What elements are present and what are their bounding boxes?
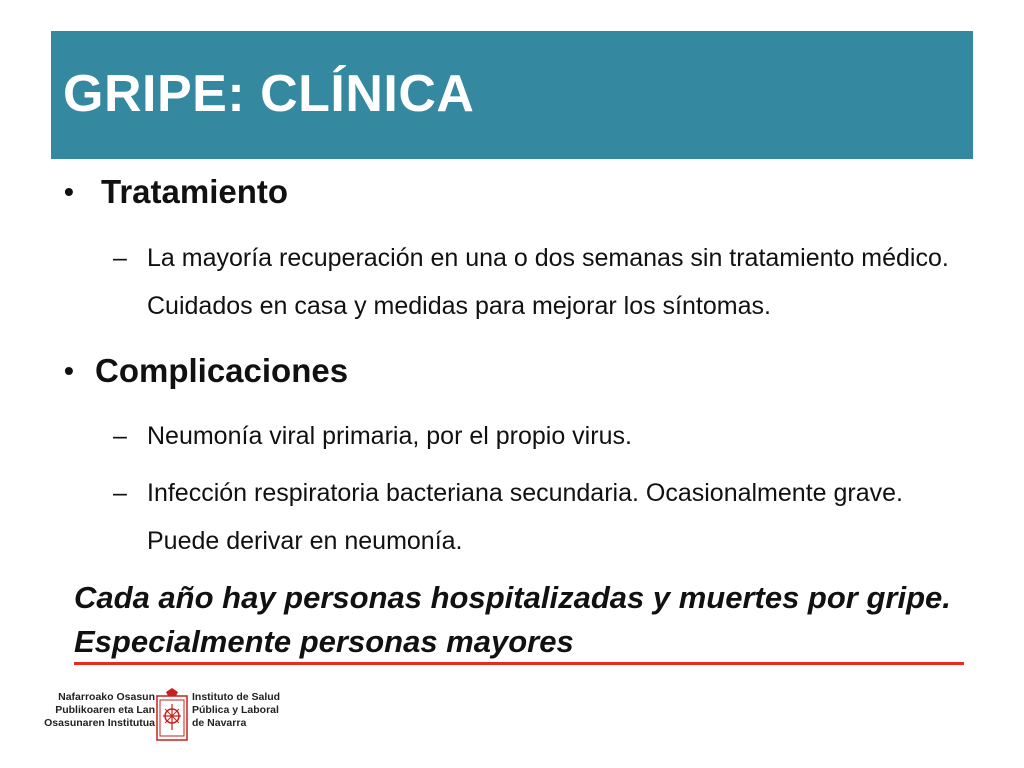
note-underline — [74, 662, 964, 665]
logo-line: de Navarra — [192, 717, 247, 729]
dash-marker: – — [113, 479, 127, 507]
logo-line: Pública y Laboral — [192, 704, 279, 716]
list-item-text: Neumonía viral primaria, por el propio virus. — [147, 422, 632, 450]
list-item — [113, 234, 973, 330]
highlight-note: Cada año hay personas hospitalizadas y muertes por gripe. Especialmente personas mayores — [74, 580, 951, 659]
section-heading-tratamiento: Tratamiento — [101, 173, 289, 210]
bullet-dot: • — [64, 176, 74, 207]
list-item — [113, 469, 973, 565]
navarra-emblem-icon — [156, 686, 188, 742]
logo-line: Nafarroako Osasun — [58, 691, 155, 703]
logo-line: Instituto de Salud — [192, 691, 281, 703]
institute-logo — [44, 686, 281, 742]
slide-title: GRIPE: CLÍNICA — [63, 65, 475, 123]
section-heading-complicaciones: Complicaciones — [95, 352, 349, 389]
bullet-tratamiento — [64, 172, 464, 212]
dash-marker: – — [113, 422, 127, 450]
list-item — [113, 412, 973, 460]
dash-marker: ‒ — [113, 244, 127, 272]
bullet-complicaciones — [64, 351, 464, 391]
bullet-dot: • — [64, 355, 74, 386]
title-bar — [51, 31, 973, 159]
logo-text-basque — [44, 691, 155, 730]
logo-line: Publikoaren eta Lan — [55, 704, 155, 716]
logo-line: Osasunaren Institutua — [44, 717, 155, 729]
list-item-text: La mayoría recuperación en una o dos semanas sin tratamiento médico. Cuidados en casa y medidas para mejorar los síntomas. — [147, 244, 949, 320]
logo-text-spanish — [192, 691, 280, 730]
list-item-text: Infección respiratoria bacteriana secundaria. Ocasionalmente grave. Puede derivar en neumonía. — [147, 479, 903, 555]
